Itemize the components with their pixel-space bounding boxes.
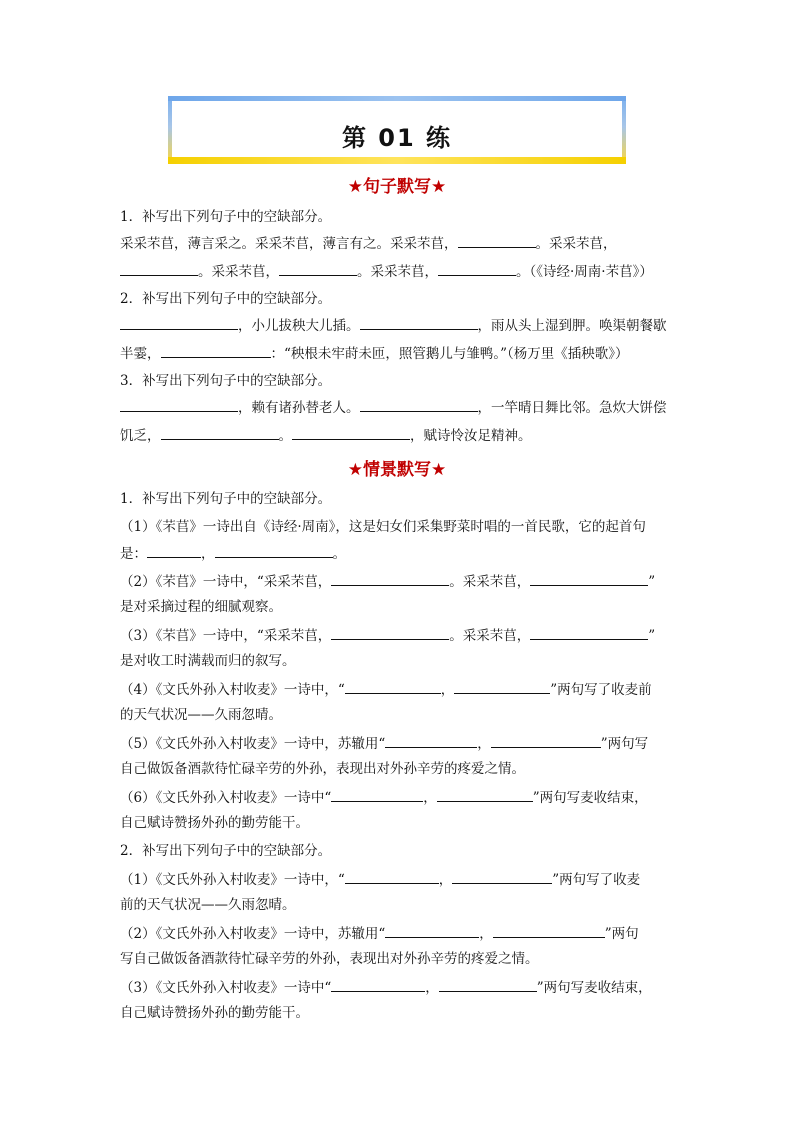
- answer-blank[interactable]: [437, 788, 533, 802]
- answer-blank[interactable]: [360, 316, 478, 330]
- scene-q1-2-line-2: 是对采摘过程的细腻观察。: [120, 599, 282, 615]
- scene-q1-5-line-2: 自己做饭备酒款待忙碌辛劳的外孙，表现出对外孙辛劳的疼爱之情。: [120, 761, 525, 777]
- scene-q2-2-line-1: （2）《文氏外孙入村收麦》一诗中，苏辙用“ ， ”两句: [120, 926, 639, 942]
- scene-q2-2-line-2: 写自己做饭备酒款待忙碌辛劳的外孙，表现出对外孙辛劳的疼爱之情。: [120, 951, 539, 967]
- answer-blank[interactable]: [161, 426, 279, 440]
- question-1-line-1: 采采芣苢，薄言采之。采采芣苢，薄言有之。采采芣苢， 。采采芣苢，: [120, 236, 617, 252]
- answer-blank[interactable]: [530, 626, 648, 640]
- scene-q2-3-line-1: （3）《文氏外孙入村收麦》一诗中“ ， ”两句写麦收结束，: [120, 980, 652, 996]
- answer-blank[interactable]: [458, 234, 536, 248]
- title-box-top-border: [168, 96, 626, 101]
- question-2-prompt: 2．补写出下列句子中的空缺部分。: [120, 291, 332, 307]
- title-box-bottom-border: [168, 157, 626, 164]
- answer-blank[interactable]: [452, 870, 552, 884]
- answer-blank[interactable]: [331, 626, 449, 640]
- question-3-line-2: 饥乏， 。 ，赋诗怜汝足精神。: [120, 428, 532, 444]
- answer-blank[interactable]: [120, 398, 238, 412]
- answer-blank[interactable]: [120, 316, 238, 330]
- answer-blank[interactable]: [385, 734, 477, 748]
- question-2-line-2: 半霎， ：“秧根未牢莳未匝，照管鹅儿与雏鸭。”（杨万里《插秧歌》）: [120, 346, 629, 362]
- answer-blank[interactable]: [491, 734, 601, 748]
- scene-q1-5-line-1: （5）《文氏外孙入村收麦》一诗中，苏辙用“ ， ”两句写: [120, 736, 649, 752]
- answer-blank[interactable]: [360, 398, 478, 412]
- scene-q1-3-line-1: （3）《芣苢》一诗中，“采采芣苢， 。采采芣苢， ”: [120, 628, 656, 644]
- scene-q1-6-line-1: （6）《文氏外孙入村收麦》一诗中“ ， ”两句写麦收结束，: [120, 790, 648, 806]
- scene-q1-3-line-2: 是对收工时满载而归的叙写。: [120, 653, 296, 669]
- title-box: [168, 96, 626, 164]
- answer-blank[interactable]: [438, 262, 516, 276]
- answer-blank[interactable]: [345, 870, 439, 884]
- question-1-line-2: 。采采芣苢， 。采采芣苢， 。（《诗经·周南·芣苢》）: [120, 262, 680, 281]
- section-heading-sentence: ★句子默写★: [347, 177, 447, 197]
- scene-q2-1-line-2: 前的天气状况——久雨忽晴。: [120, 897, 296, 913]
- question-1-prompt: 1．补写出下列句子中的空缺部分。: [120, 209, 332, 225]
- scene-q1-1-line-2: 是： ， 。: [120, 546, 346, 562]
- scene-q2-3-line-2: 自己赋诗赞扬外孙的勤劳能干。: [120, 1005, 309, 1021]
- answer-blank[interactable]: [279, 262, 357, 276]
- answer-blank[interactable]: [439, 978, 537, 992]
- answer-blank[interactable]: [147, 544, 201, 558]
- answer-blank[interactable]: [215, 544, 333, 558]
- answer-blank[interactable]: [331, 572, 449, 586]
- answer-blank[interactable]: [331, 788, 423, 802]
- scene-q1-2-line-1: （2）《芣苢》一诗中，“采采芣苢， 。采采芣苢， ”: [120, 574, 656, 590]
- answer-blank[interactable]: [345, 680, 441, 694]
- page-title: 第 01 练: [341, 124, 453, 152]
- question-3-line-1: ，赖有诸孙替老人。 ，一竿晴日舞比邻。急炊大饼偿: [120, 398, 680, 417]
- question-2-line-1: ，小儿拔秧大儿插。 ，雨从头上湿到胛。唤渠朝餐歇: [120, 316, 680, 335]
- scene-question-1-prompt: 1．补写出下列句子中的空缺部分。: [120, 491, 332, 507]
- answer-blank[interactable]: [493, 924, 605, 938]
- answer-blank[interactable]: [331, 978, 425, 992]
- scene-q2-1-line-1: （1）《文氏外孙入村收麦》一诗中，“ ， ”两句写了收麦: [120, 872, 641, 888]
- answer-blank[interactable]: [292, 426, 410, 440]
- answer-blank[interactable]: [530, 572, 648, 586]
- answer-blank[interactable]: [385, 924, 479, 938]
- scene-q1-1-line-1: （1）《芣苢》一诗出自《诗经·周南》，这是妇女们采集野菜时唱的一首民歌，它的起首句: [120, 519, 646, 535]
- answer-blank[interactable]: [161, 344, 271, 358]
- scene-q1-4-line-1: （4）《文氏外孙入村收麦》一诗中，“ ， ”两句写了收麦前: [120, 682, 652, 698]
- scene-q1-6-line-2: 自己赋诗赞扬外孙的勤劳能干。: [120, 815, 309, 831]
- scene-q1-4-line-2: 的天气状况——久雨忽晴。: [120, 707, 282, 723]
- section-heading-scene: ★情景默写★: [347, 460, 447, 480]
- question-3-prompt: 3．补写出下列句子中的空缺部分。: [120, 373, 332, 389]
- answer-blank[interactable]: [454, 680, 550, 694]
- scene-question-2-prompt: 2．补写出下列句子中的空缺部分。: [120, 843, 332, 859]
- answer-blank[interactable]: [120, 262, 198, 276]
